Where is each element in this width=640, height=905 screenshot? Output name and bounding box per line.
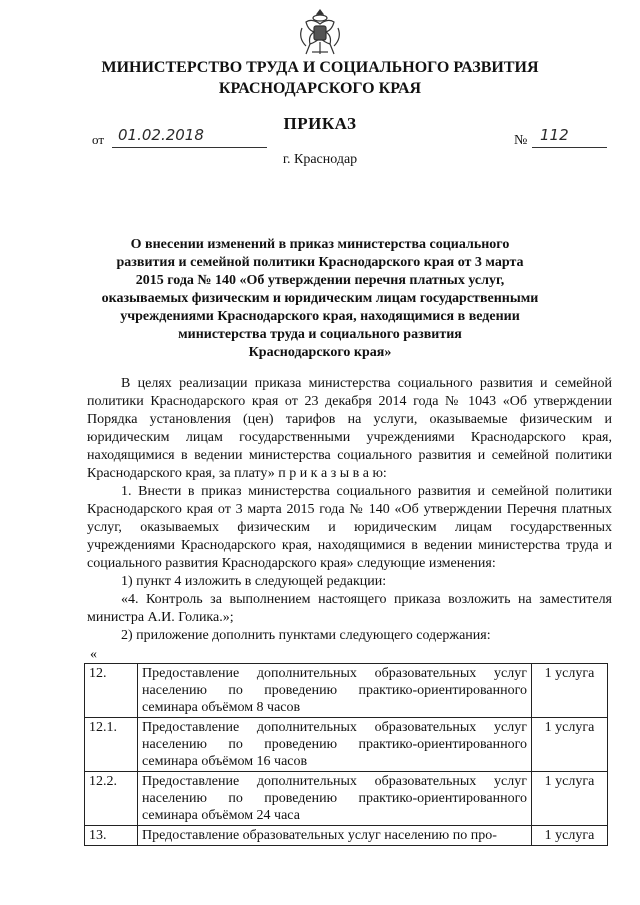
subitem-2-paragraph: 2) приложение дополнить пунктами следующего содержания: <box>121 628 491 643</box>
subject-line: развития и семейной политики Краснодарского края от 3 марта <box>116 255 524 270</box>
table-row <box>85 664 608 718</box>
preamble-paragraph: В целях реализации приказа министерства социального развития и семейной политики Краснодарского края от 23 декабря 2014 года № 1043 «Об утверждении Порядка установления (цен) тарифов на услуги, оказываемые физическим и юридическим лицам государственными учреждениями Краснодарского края, находящимися в ведении министерства социального развития и семейной политики Краснодарского края, за плату» п р и к а з ы в а ю: <box>87 376 612 481</box>
subject-line: оказываемых физическим и юридическим лицам государственными <box>101 291 539 306</box>
subitem-1-paragraph: 1) пункт 4 изложить в следующей редакции: <box>121 574 387 589</box>
row-quantity: 1 услуга <box>532 826 608 846</box>
org-name-line1: МИНИСТЕРСТВО ТРУДА И СОЦИАЛЬНОГО РАЗВИТИЯ <box>101 59 539 76</box>
row-number: 12.2. <box>85 772 138 826</box>
subject-line: О внесении изменений в приказ министерства социального <box>130 237 510 252</box>
coat-of-arms-icon <box>296 8 344 58</box>
handwritten-number: 112 <box>540 126 569 144</box>
services-table <box>84 663 608 846</box>
row-number: 13. <box>85 826 138 846</box>
city: г. Краснодар <box>282 152 358 167</box>
row-quantity: 1 услуга <box>532 718 608 772</box>
subject-line: Краснодарского края» <box>248 345 392 360</box>
row-description: Предоставление дополнительных образовательных услуг населению по проведению практико-ориентированного семинара объёмом 16 часов <box>138 718 532 772</box>
order-title: ПРИКАЗ <box>283 114 357 133</box>
opening-quote: « <box>90 647 97 662</box>
row-description: Предоставление дополнительных образовательных услуг населению по проведению практико-ориентированного семинара объёмом 24 часа <box>138 772 532 826</box>
subject-line: министерства труда и социального развития <box>178 327 462 342</box>
table-row <box>85 718 608 772</box>
date-label: от <box>92 132 105 147</box>
date-underline <box>112 146 267 148</box>
table-row <box>85 826 608 846</box>
item-1-paragraph: 1. Внести в приказ министерства социального развития и семейной политики Краснодарского края от 3 марта 2015 года № 140 «Об утверждении Перечня платных услуг, оказываемых физическим и юридическим лицам государственных учреждениями Краснодарского края, находящимися в ведении министерства труда и социального развития Краснодарского края» следующие изменения: <box>87 484 612 571</box>
number-underline <box>532 146 607 148</box>
subject-line: учреждениями Краснодарского края, находящимися в ведении <box>120 309 520 324</box>
row-description: Предоставление образовательных услуг населению по про- <box>138 826 532 846</box>
handwritten-date: 01.02.2018 <box>118 126 204 144</box>
table-row <box>85 772 608 826</box>
quoted-clause-paragraph: «4. Контроль за выполнением настоящего приказа возложить на заместителя министра А.И. Голика.»; <box>87 592 612 625</box>
order-subject <box>95 236 545 362</box>
subject-line: 2015 года № 140 «Об утверждении перечня платных услуг, <box>135 273 505 288</box>
org-name-line2: КРАСНОДАРСКОГО КРАЯ <box>218 80 422 97</box>
order-body <box>87 375 612 645</box>
number-label: № <box>514 133 528 148</box>
row-quantity: 1 услуга <box>532 772 608 826</box>
row-number: 12. <box>85 664 138 718</box>
row-quantity: 1 услуга <box>532 664 608 718</box>
row-number: 12.1. <box>85 718 138 772</box>
row-description: Предоставление дополнительных образовательных услуг населению по проведению практико-ориентированного семинара объёмом 8 часов <box>138 664 532 718</box>
